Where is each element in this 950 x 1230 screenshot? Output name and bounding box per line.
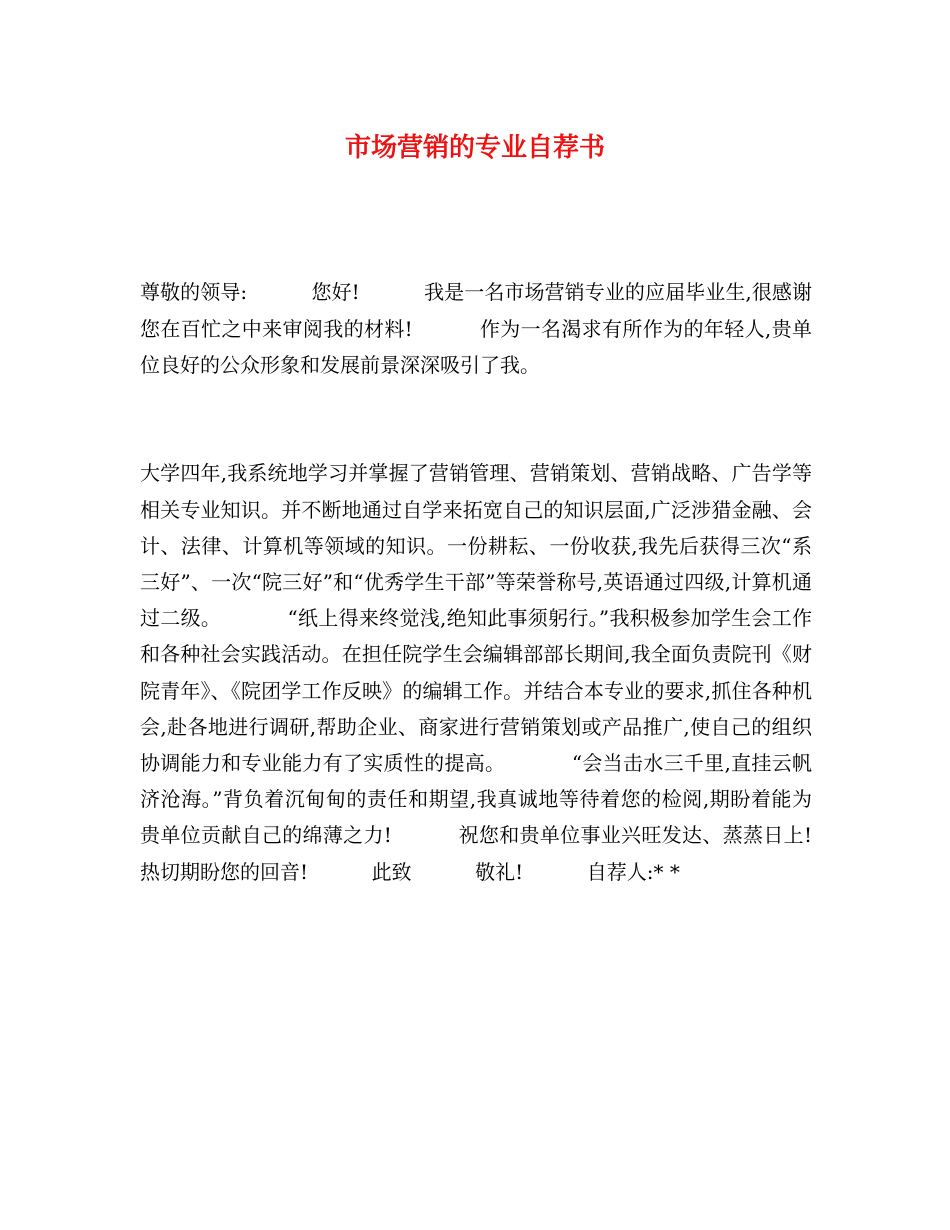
page-title: 市场营销的专业自荐书: [344, 133, 605, 163]
paragraph-main: 大学四年,我系统地学习并掌握了营销管理、营销策划、营销战略、广告学等相关专业知识。并不断地通过自学来拓宽自己的知识层面,广泛涉猎金融、会计、法律、计算机等领域的知识。一份耕耘、一份收获,我先后获得三次“系三好”、一次“院三好”和“优秀学生干部”等荣誉称号,英语通过四级,计算机通过二级。 “纸上得来终觉浅,绝知此事须躬行。”我积极参加学生会工作和各种社会实践活动。在担任院学生会编辑部部长期间,我全面负责院刊《财院青年》、《院团学工作反映》的编辑工作。并结合本专业的要求,抓住各种机会,赴各地进行调研,帮助企业、商家进行营销策划或产品推广,使自己的组织协调能力和专业能力有了实质性的提高。 “会当击水三千里,直挂云帆济沧海。”背负着沉甸甸的责任和期望,我真诚地等待着您的检阅,期盼着能为贵单位贡献自己的绵薄之力! 祝您和贵单位事业兴旺发达、蒸蒸日上! 热切期盼您的回音! 此致 敬礼! 自荐人:* *: [140, 461, 876, 884]
paragraph-greeting: 尊敬的领导: 您好! 我是一名市场营销专业的应届毕业生,很感谢您在百忙之中来审阅我的材料! 作为一名渴求有所作为的年轻人,贵单位良好的公众形象和发展前景深深吸引了我。: [140, 280, 812, 377]
letter-body: [140, 202, 876, 962]
